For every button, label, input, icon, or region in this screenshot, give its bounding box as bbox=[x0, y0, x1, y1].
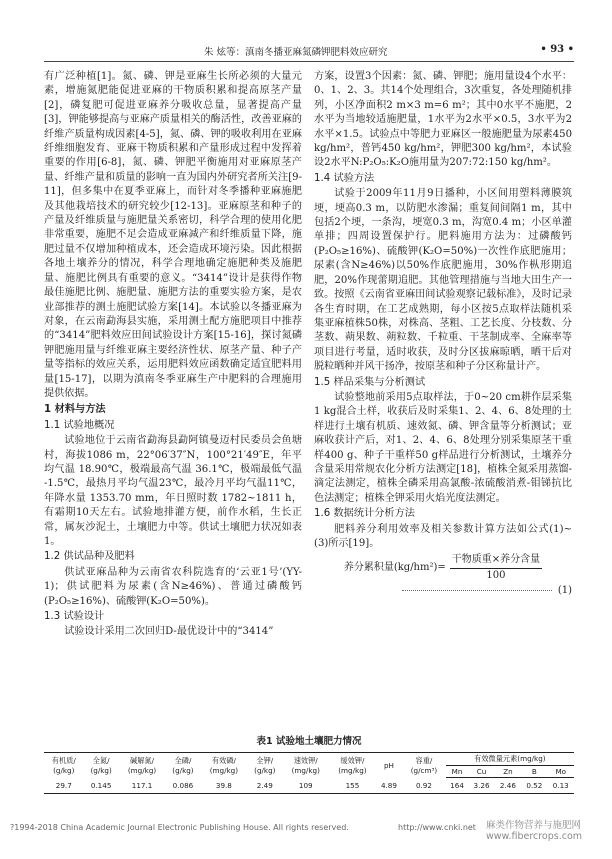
table-cell: 2.49 bbox=[247, 778, 282, 794]
table-header: Cu bbox=[468, 766, 494, 778]
table-row bbox=[44, 778, 574, 794]
running-header bbox=[44, 44, 574, 58]
header-rule bbox=[44, 61, 574, 62]
table-header: 容重/ (g/cm³) bbox=[402, 753, 446, 778]
table-header: pH bbox=[376, 753, 402, 778]
table-header: B bbox=[521, 766, 547, 778]
subsection-heading: 1.1 试验地概况 bbox=[44, 419, 115, 431]
table-cell: 164 bbox=[446, 778, 469, 794]
table-cell: 109 bbox=[282, 778, 329, 794]
footer-url: http://www.cnki.net bbox=[398, 823, 476, 832]
leader-dots bbox=[402, 590, 552, 591]
table-header: Zn bbox=[495, 766, 521, 778]
table-cell: 0.52 bbox=[521, 778, 547, 794]
subsection-heading: 1.2 供试品种及肥料 bbox=[44, 551, 135, 563]
table-header: 全钾/ (g/kg) bbox=[247, 753, 282, 778]
running-title: 朱 炫等：滇南冬播亚麻氮磷钾肥料效应研究 bbox=[204, 47, 388, 58]
table-cell: 29.7 bbox=[44, 778, 84, 794]
table-header: 速效钾/ (mg/kg) bbox=[282, 753, 329, 778]
table-cell: 0.92 bbox=[402, 778, 446, 794]
table-cell: 0.145 bbox=[84, 778, 119, 794]
table-header: 缓效钾/ (mg/kg) bbox=[329, 753, 376, 778]
table-header: Mn bbox=[446, 766, 469, 778]
paragraph: 试验地位于云南省勐海县勐阿镇曼迈村民委员会鱼塘村，海拔1086 m，22°06′37″N，100°21′49″E，年平均气温 18.90℃，极端最高气温 36.1℃，极端最低气温 -1.5℃，最热月平均气温23℃，最冷月平均气温11℃，年降水量 1353.70 mm，年日照时数 1782~1811 h，有霜期10天左右。试验地排灌方便，前作水稻，生长正常，属灰沙泥土，土壤肥力中等。供试土壤肥力状况如表1。 bbox=[44, 435, 302, 547]
table-header: 有机质/ (g/kg) bbox=[44, 753, 84, 778]
section-heading: 1 材料与方法 bbox=[44, 404, 106, 416]
equation-lhs: 养分累积量(kg/hm²)= bbox=[343, 562, 446, 574]
subsection-heading: 1.4 试验方法 bbox=[314, 172, 375, 184]
table-header: 有效磷/ (mg/kg) bbox=[201, 753, 248, 778]
equation-numerator: 干物质重×养分含量 bbox=[450, 553, 542, 568]
equation-fraction bbox=[450, 553, 542, 583]
equation-number: (1) bbox=[557, 585, 572, 597]
soil-fertility-table bbox=[44, 752, 574, 794]
table-cell: 2.46 bbox=[495, 778, 521, 794]
left-column bbox=[44, 70, 302, 641]
equation-denominator: 100 bbox=[486, 569, 506, 581]
table-cell: 3.26 bbox=[468, 778, 494, 794]
watermark: 麻类作物营养与施肥网 www.fibercrops.com bbox=[486, 820, 583, 842]
table-header: Mo bbox=[548, 766, 574, 778]
paragraph: 试验整地前采用5点取样法，于0~20 cm耕作层采集1 kg混合土样，收获后及时采集1、2、4、6、8处理的土样进行土壤有机质、速效氮、磷、钾含量等分析测试；亚麻收获计产后，对1、2、4、6、8处理分别采集原茎干重样400 g、种子干重样50 g样品进行分析测试，土壤养分含量采用常规农化分析方法测定[18]，植株全氮采用蒸馏-滴定法测定，植株全磷采用高氯酸-浓硫酸消煮-钼锑抗比色法测定；植株全钾采用火焰光度法测定。 bbox=[314, 391, 572, 504]
table-cell: 0.086 bbox=[165, 778, 200, 794]
paragraph: 试验设计采用二次回归D-最优设计中的“3414” bbox=[64, 626, 274, 638]
paragraph: 供试亚麻品种为云南省农科院选育的‘云亚1号’(YY-1)；供试肥料为尿素(含N≥46%)、普通过磷酸钙(P₂O₅≥16%)、硫酸钾(K₂O=50%)。 bbox=[44, 566, 302, 607]
paragraph: 肥料养分利用效率及相关参数计算方法如公式(1)~(3)所示[19]。 bbox=[314, 523, 572, 549]
table-cell: 0.13 bbox=[548, 778, 574, 794]
right-column bbox=[314, 70, 572, 601]
page-number: • 93 • bbox=[540, 44, 574, 55]
copyright-notice: ?1994-2018 China Academic Journal Electronic Publishing House. All rights reserved. bbox=[10, 823, 349, 832]
equation bbox=[314, 553, 572, 583]
table-group-header: 有效微量元素(mg/kg) bbox=[446, 753, 574, 766]
table-cell: 39.8 bbox=[201, 778, 248, 794]
paragraph: 试验于2009年11月9日播种，小区间用塑料薄膜筑埂，埂高0.3 m，以防肥水渗漏；重复间间隔1 m，其中包括2个埂，一条沟，埂宽0.3 m，沟宽0.4 m；小区单灌单排；四周设置保护行。肥料施用方法为：过磷酸钙(P₂O₅≥16%)、硫酸钾(K₂O=50%)一次性作底肥施用；尿素(含N≥46%)以50%作底肥施用，30%作枞形期追肥，20%作现蕾期追肥。其他管理措施与当地大田生产一致。按照《云南省亚麻田间试验观察记载标准》，及时记录各生育时期，在工艺成熟期，每小区按5点取样法随机采集亚麻植株50株，对株高、茎粗、工艺长度、分枝数、分茎数、蒴果数、蒴粒数、千粒重、干茎制成率、全麻率等项目进行考量，适时收获，及时分区拔麻晾晒，晒干后对脱粒晒种并风干扬净，按原茎和种子分区称量计产。 bbox=[314, 188, 572, 373]
equation-number-line bbox=[314, 584, 572, 598]
table-caption: 表1 试验地土壤肥力情况 bbox=[256, 736, 362, 747]
subsection-heading: 1.3 试验设计 bbox=[44, 611, 105, 623]
paragraph: 有广泛种植[1]。氮、磷、钾是亚麻生长所必须的大量元素，增施氮肥能促进亚麻的干物质积累和提高原茎产量[2]，磷复肥可促进亚麻养分吸收总量，显著提高产量[3]，钾能够提高与亚麻产质量相关的酶活性，改善亚麻的纤维产质量构成因素[4-5]，氮、磷、钾的吸收利用在亚麻纤维细胞发育、亚麻干物质积累和产量形成过程中发挥着重要的作用[6-8]，氮、磷、钾肥平衡施用对亚麻原茎产量、纤维产量和质量的影响一直为国内外研究者所关注[9-11]，但多集中在夏季亚麻上，而针对冬季播种亚麻施肥及其他栽培技术的研究较少[12-13]。亚麻原茎和种子的产量及纤维质量与施肥量关系密切，科学合理的使用化肥非常重要，施肥不足会造成亚麻减产和纤维质量下降，施肥过量不仅增加种植成本，还会造成环境污染。因此根据各地土壤养分的情况，科学合理地确定施肥种类及施肥量、施肥比例具有重要的意义。“3414”设计是获得作物最佳施肥比例、施肥量、施肥方法的重要实验方案，是农业部推荐的测土施肥试验方案[14]。本试验以冬播亚麻为对象，在云南勐海县实施，采用测土配方施肥项目中推荐的“3414”肥料效应田间试验设计方案[15-16]，探讨氮磷钾肥施用量与纤维亚麻主要经济性状、原茎产量、种子产量等指标的效应关系，运用肥料效应函数确定适宜肥料用量[15-17]，以期为滇南冬季亚麻生产中肥料的合理施用提供依据。 bbox=[44, 71, 302, 399]
table-header: 全磷/ (g/kg) bbox=[165, 753, 200, 778]
subsection-heading: 1.5 样品采集与分析测试 bbox=[314, 376, 426, 388]
table-cell: 117.1 bbox=[119, 778, 166, 794]
table-header: 全氮/ (g/kg) bbox=[84, 753, 119, 778]
page-footer bbox=[0, 820, 612, 842]
subsection-heading: 1.6 数据统计分析方法 bbox=[314, 508, 415, 520]
table-header: 碱解氮/ (mg/kg) bbox=[119, 753, 166, 778]
paragraph: 方案，设置3个因素：氮、磷、钾肥；施用量设4个水平：0、1、2、3。共14个处理组合，3次重复，各处理随机排列，小区净面积2 m×3 m=6 m²；其中0水平不施肥，2水平为当地较适施肥量，1水平为2水平×0.5，3水平为2水平×1.5。试验点中等肥力亚麻区一般施肥量为尿素450 kg/hm²，普钙450 kg/hm²，钾肥300 kg/hm²，本试验设2水平N:P₂O₅:K₂O施用量为207:72:150 kg/hm²。 bbox=[314, 71, 572, 169]
table-cell: 155 bbox=[329, 778, 376, 794]
table-cell: 4.89 bbox=[376, 778, 402, 794]
